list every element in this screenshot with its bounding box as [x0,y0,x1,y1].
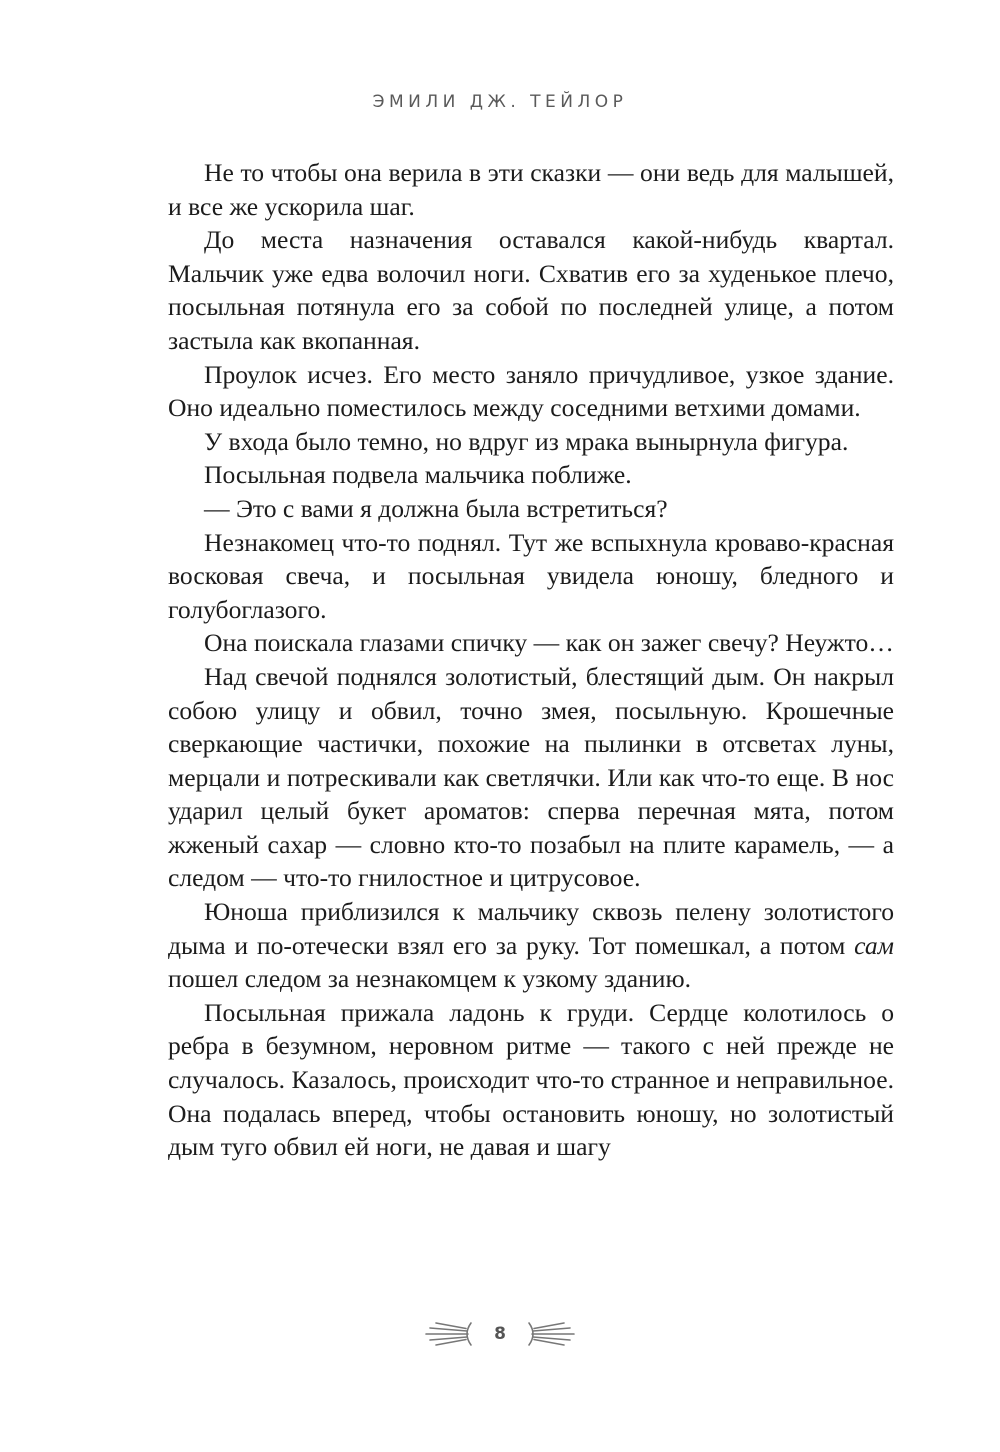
paragraph: Над свечой поднялся золотистый, блестящий дым. Он накрыл собою улицу и обвил, точно змея, посыльную. Крошечные сверкающие частички, похожие на пылинки в отсветах луны, мерцали и потрескивали как светлячки. Или как что-то еще. В нос ударил целый букет ароматов: сперва перечная мята, потом жженый сахар — словно кто-то позабыл на плите карамель, — а следом — что-то гнилостное и цитрусовое. [168,661,894,893]
body-text [168,156,894,1164]
paragraph: Не то чтобы она верила в эти сказки — они ведь для малышей, и все же ускорила шаг. [168,158,894,221]
paragraph: Посыльная прижала ладонь к груди. Сердце колотилось о ребра в безумном, неровном ритме — такого с ней прежде не случалось. Казалось, происходит что-то странное и неправильное. Она подалась вперед, чтобы остановить юношу, но золотистый дым туго обвил ей ноги, не давая и шагу [168,997,894,1162]
paragraph: Незнакомец что-то поднял. Тут же вспыхнула кроваво-красная восковая свеча, и посыльная увидела юношу, бледного и голубоглазого. [168,527,894,624]
paragraph: Она поискала глазами спичку — как он зажег свечу? Неужто… [204,628,894,658]
right-fan-ornament-icon [526,1319,576,1349]
italic-word: сам [854,930,894,960]
paragraph: У входа было темно, но вдруг из мрака вынырнула фигура. [204,426,849,456]
page-footer [0,1316,1000,1352]
left-fan-ornament-icon [424,1319,474,1349]
running-header: ЭМИЛИ ДЖ. ТЕЙЛОР [372,92,628,112]
paragraph-text: пошел следом за незнакомцем к узкому зданию. [168,964,692,994]
paragraph: Проулок исчез. Его место заняло причудливое, узкое здание. Оно идеально поместилось между соседними ветхими домами. [168,359,894,423]
paragraph-text: Юноша приблизился к мальчику сквозь пелену золотистого дыма и по-отечески взял его за руку. Тот помешкал, а потом [168,897,894,960]
paragraph: Посыльная подвела мальчика поближе. [204,460,632,490]
dialogue-line: — Это с вами я должна была встретиться? [204,493,668,523]
page-number: 8 [494,1324,506,1344]
paragraph: До места назначения оставался какой-нибудь квартал. Мальчик уже едва волочил ноги. Схватив его за худенькое плечо, посыльная потянула его за собой по последней улице, а потом застыла как вкопанная. [168,225,894,355]
paragraph [168,895,894,996]
